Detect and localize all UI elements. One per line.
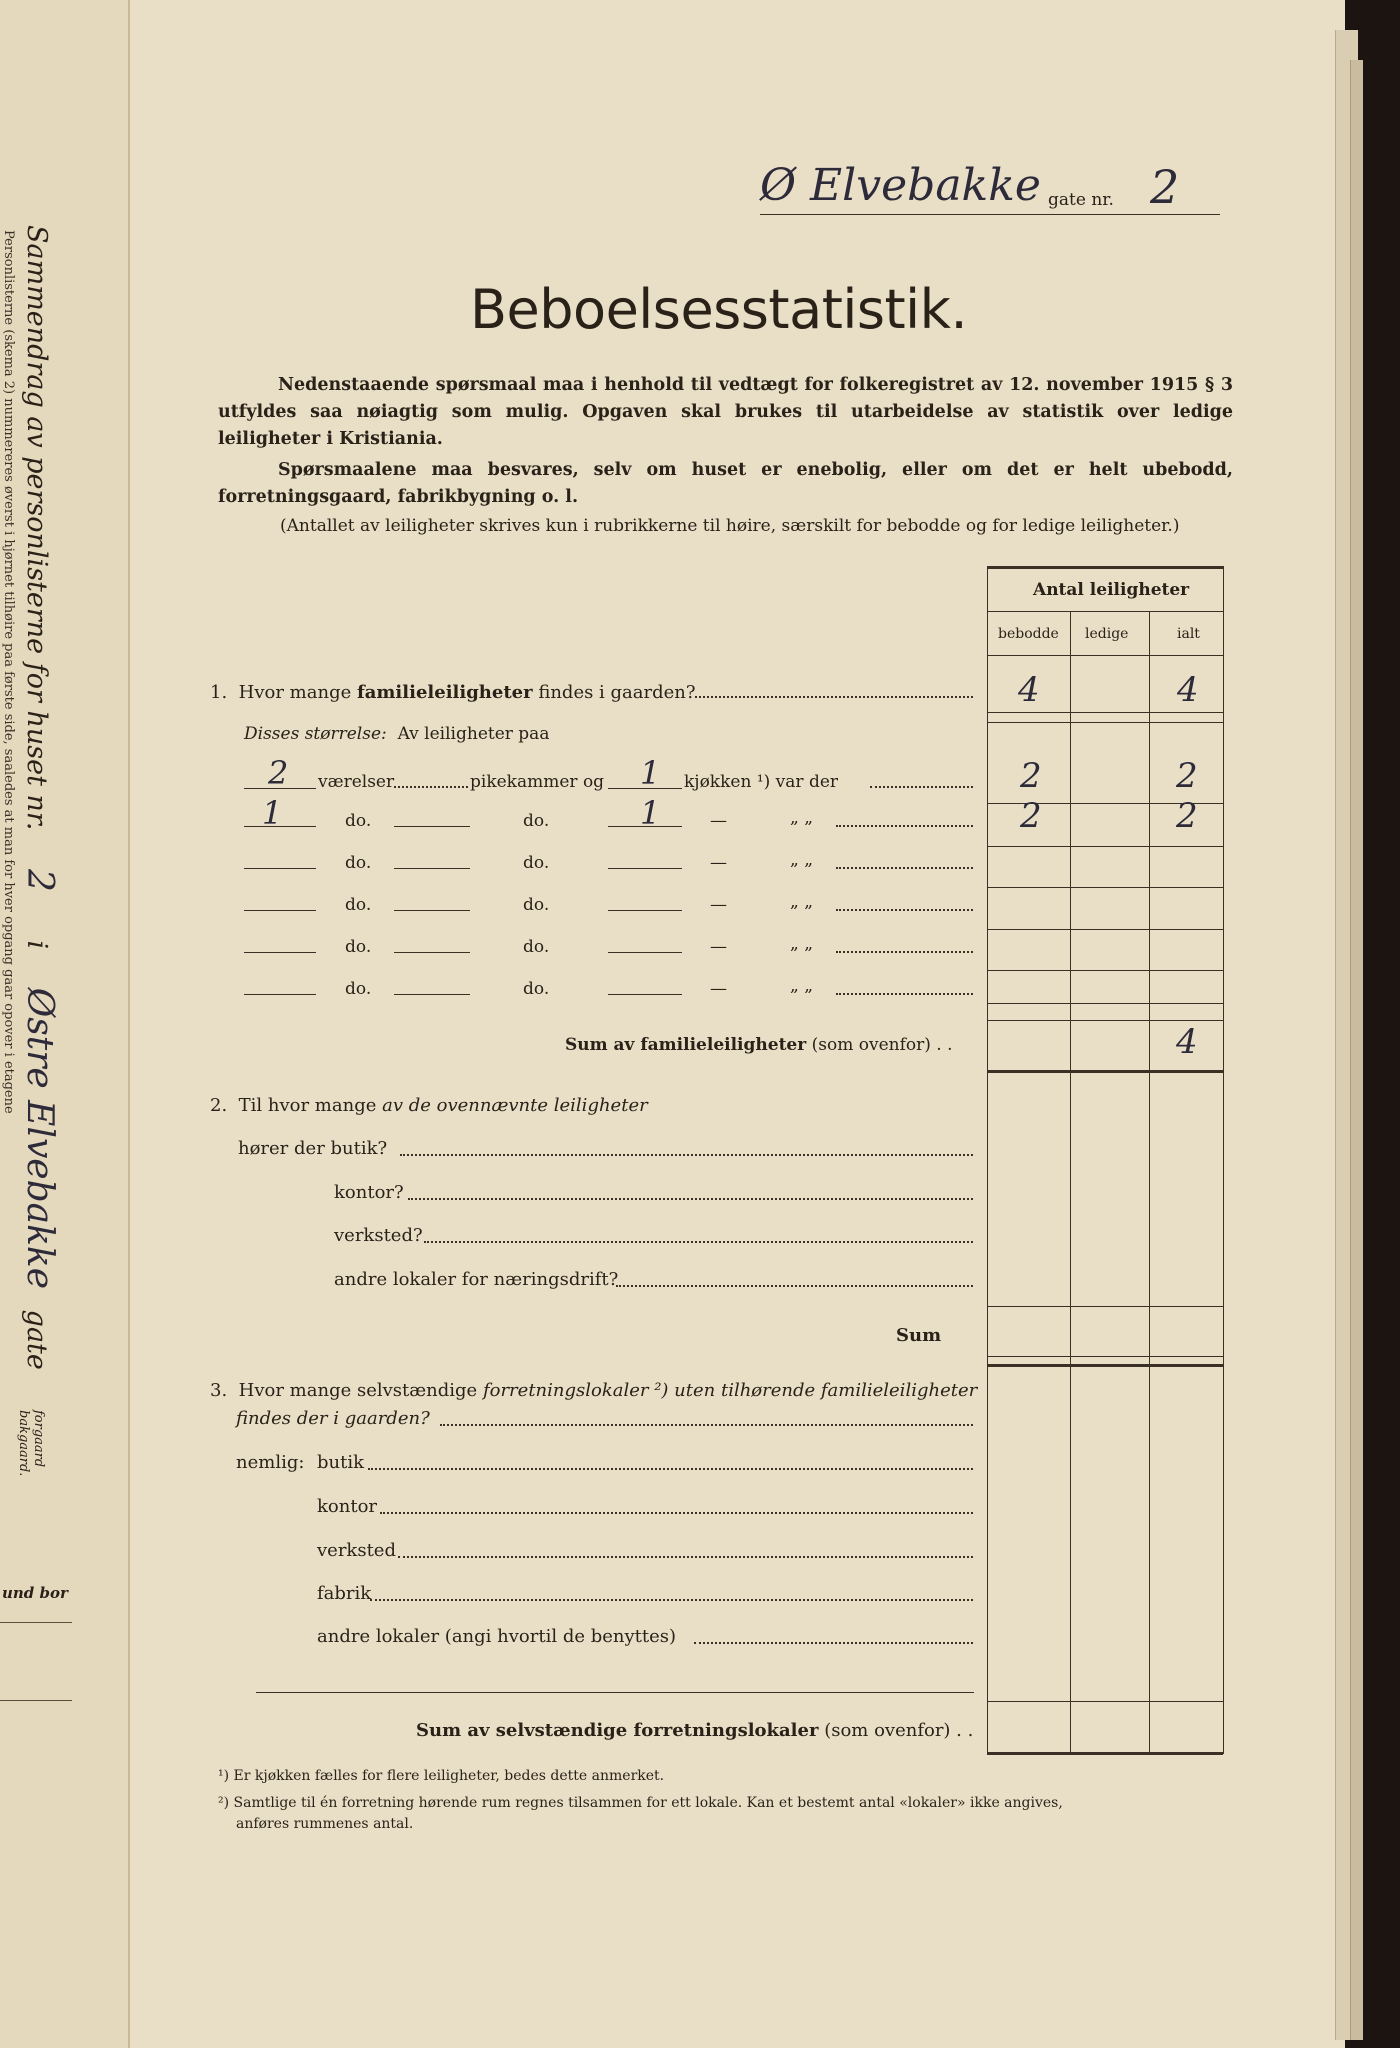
q1-text: 1. Hvor mange familieleiligheter findes i gaarden? — [210, 682, 696, 703]
street-handwritten: Ø Elvebakke — [760, 160, 1041, 211]
q2-verksted: verksted? — [334, 1225, 423, 1246]
q2-sum: Sum — [896, 1325, 942, 1346]
table-col-line — [987, 566, 988, 1754]
intro-paragraph-3: (Antallet av leiligheter skrives kun i rubrikkerne til høire, særskilt for bebodde og for ledige leiligheter.) — [280, 516, 1180, 536]
col-header-ialt: ialt — [1177, 626, 1200, 642]
row1-label-kjokken: kjøkken ¹) var der — [684, 772, 839, 792]
left-vertical-title: Sammendrag av personlisterne for huset nr. 2 i Østre Elvebakke gate — [19, 225, 60, 1370]
q1-dots — [695, 696, 973, 698]
row2-rooms-value: 1 — [262, 794, 283, 832]
q3-butik: butik — [317, 1452, 365, 1473]
col-header-ledige: ledige — [1085, 626, 1129, 642]
row1-rooms-value: 2 — [268, 754, 289, 792]
row2-quote: „ „ — [790, 808, 814, 828]
left-rule — [0, 1700, 72, 1701]
q1-bebodde-value: 4 — [1018, 670, 1040, 710]
footnote-1: ¹) Er kjøkken fælles for flere leiligheter, bedes dette anmerket. — [218, 1768, 665, 1784]
table-col-line — [1149, 611, 1150, 1754]
q2-text: 2. Til hvor mange av de ovennævnte leiligheter — [210, 1095, 648, 1116]
row1-label-pikekammer: pikekammer og — [470, 772, 605, 792]
page-edge — [1350, 60, 1363, 2040]
q3-rule — [256, 1692, 974, 1693]
row1-label-vaerelser: værelser — [318, 772, 395, 792]
table-group-header: Antal leiligheter — [1033, 580, 1190, 600]
address-line — [760, 214, 1220, 215]
q3-verksted: verksted — [317, 1540, 396, 1561]
q3-fabrik: fabrik — [317, 1583, 372, 1604]
footnote-2-cont: anføres rummenes antal. — [236, 1816, 414, 1832]
table-top-rule — [987, 566, 1223, 569]
table-col-line — [1223, 566, 1224, 1754]
left-und-bor: und bor — [2, 1584, 68, 1602]
q1-ialt-value: 4 — [1177, 670, 1199, 710]
left-rule — [0, 1622, 72, 1623]
q3-kontor: kontor — [317, 1496, 378, 1517]
gate-nr-label: gate nr. — [1048, 190, 1114, 210]
q3-andre: andre lokaler (angi hvortil de benyttes) — [317, 1626, 677, 1647]
q2-andre: andre lokaler for næringsdrift? — [334, 1269, 619, 1290]
q3-text: 3. Hvor mange selvstændige forretningslokaler ²) uten tilhørende familieleiligheter — [210, 1380, 978, 1401]
q2-butik: hører der butik? — [238, 1138, 388, 1159]
intro-paragraph-2: Spørsmaalene maa besvares, selv om huset er enebolig, eller om det er helt ubebodd, forretningsgaard, fabrikbygning o. l. — [218, 460, 1233, 507]
house-number-handwritten: 2 — [1150, 160, 1180, 214]
left-forgaard-bakgaard: forgaard bakgaard. — [16, 1410, 46, 1477]
left-vertical-small: Personlisterne (skema 2) nummereres øverst i hjørnet tilhøire paa første side, saaledes at man for hver opgang gaar opover i etagene — [1, 230, 16, 1114]
row2-dash: — — [710, 811, 727, 831]
row2-kitchen-value: 1 — [640, 794, 661, 832]
col-header-bebodde: bebodde — [998, 626, 1059, 642]
q1-sum-label: Sum av familieleiligheter (som ovenfor) . . — [565, 1035, 953, 1055]
row2-ialt-value: 2 — [1176, 796, 1198, 836]
q1-size-intro: Disses størrelse: Av leiligheter paa — [244, 724, 550, 744]
q3-nemlig: nemlig: — [236, 1452, 305, 1473]
q2-kontor: kontor? — [334, 1182, 404, 1203]
page-title: Beboelsesstatistik. — [470, 278, 968, 341]
row2-do: do. — [345, 811, 372, 831]
row1-kitchen-value: 1 — [640, 754, 661, 792]
table-col-line — [1070, 611, 1071, 1754]
q3-text-2: findes der i gaarden? — [236, 1408, 430, 1429]
footnote-2: ²) Samtlige til én forretning hørende rum regnes tilsammen for ett lokale. Kan et bestemt antal «lokaler» ikke angives, — [218, 1795, 1063, 1811]
row2-do-2: do. — [523, 811, 550, 831]
q1-sum-ialt-value: 4 — [1176, 1022, 1198, 1062]
row1-ialt-value: 2 — [1176, 756, 1198, 796]
table-rule — [987, 611, 1223, 612]
q3-sum: Sum av selvstændige forretningslokaler (som ovenfor) . . — [416, 1720, 974, 1741]
intro-paragraph-1: Nedenstaaende spørsmaal maa i henhold til vedtægt for folkeregistret av 12. november 1915 § 3 utfyldes saa nøiagtig som mulig. Opgaven skal brukes til utarbeidelse av statistik over ledige leiligheter i Kristiania. — [218, 375, 1233, 449]
table-rule — [987, 655, 1223, 656]
row2-bebodde-value: 2 — [1020, 796, 1042, 836]
row1-bebodde-value: 2 — [1020, 756, 1042, 796]
